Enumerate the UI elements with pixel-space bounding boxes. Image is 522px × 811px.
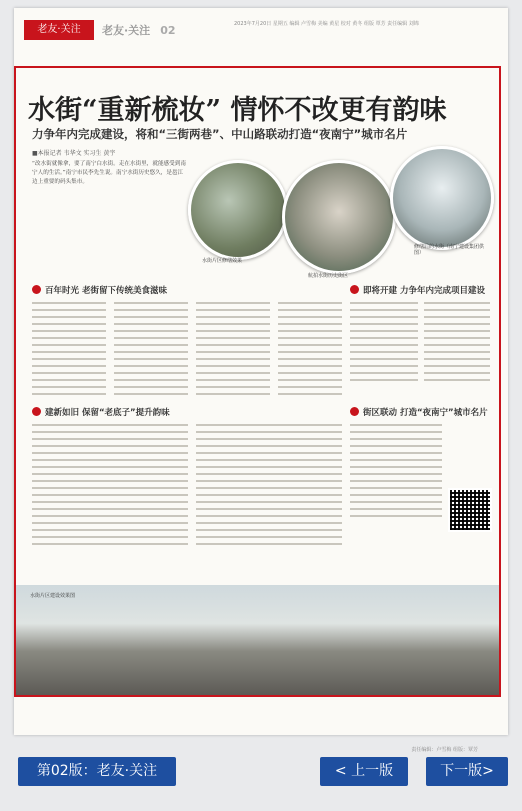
article-subhead: 力争年内完成建设，将和“三街两巷”、中山路联动打造“夜南宁”城市名片 [32,127,408,141]
section-dot-icon [32,407,41,416]
photo-circle-1 [188,160,288,260]
caption-circle-1: 水街片区修缮效果 [202,258,243,264]
section-header-1: 百年时光 老街留下传统美食滋味 [32,284,167,296]
text-lower-left [32,424,188,550]
paper-logo: 老友·关注 [24,20,94,40]
text-column-1 [32,302,106,400]
text-column-6 [424,302,490,386]
article-byline: ■本报记者 韦华文 实习生 黄宇 [32,150,116,157]
text-column-3 [196,302,270,400]
text-column-4 [278,302,342,400]
section-header-2: 建新如旧 保留“老底子”提升韵味 [32,406,170,418]
bottom-rendering-photo [16,585,499,695]
section-dot-icon [350,285,359,294]
text-column-5 [350,302,418,386]
page-number: 02 [160,24,176,37]
section-name: 老友·关注 [102,24,151,37]
text-column-2 [114,302,188,400]
article-headline: 水街“重新梳妆” 情怀不改更有韵味 [28,95,447,126]
masthead [24,20,498,64]
article-highlight-region[interactable] [14,66,501,697]
footer-note: 责任编辑：卢雪梅 组版：覃芳 [411,747,478,753]
text-lower-right [350,424,442,522]
section-dot-icon [350,407,359,416]
prev-edition-button[interactable]: < 上一版 [320,757,408,786]
caption-circle-2: 航拍水街历史街区 [308,273,349,279]
edition-navigation [0,757,522,797]
qr-code [448,488,492,532]
photo-circle-3 [390,146,494,250]
section-title [102,22,176,38]
next-edition-button[interactable]: 下一版> [426,757,508,786]
edition-label-button[interactable]: 第02版：老友·关注 [18,757,176,786]
caption-bottom: 水街片区建设效果图 [30,593,76,599]
section-header-3: 即将开建 力争年内完成项目建设 [350,284,485,296]
section-header-4: 街区联动 打造“夜南宁”城市名片 [350,406,488,418]
article-lead: “改水街就像拿，要了南宁白水街。走在水街里，就能感受到南宁人的生活。”南宁市民李先生说。南宁水街历史悠久，是邕江边上重要的码头集市。 [32,161,186,185]
photo-circle-2 [282,160,396,274]
section-dot-icon [32,285,41,294]
text-lower-mid [196,424,342,550]
caption-circle-3: 修缮后的水街（南宁建设集团供图） [414,244,485,256]
masthead-info: 2023年7月20日 星期五 编辑 卢雪梅 美编 黄星 校对 黄冬 组版 覃芳 责任编辑 刘锦 [234,21,419,27]
